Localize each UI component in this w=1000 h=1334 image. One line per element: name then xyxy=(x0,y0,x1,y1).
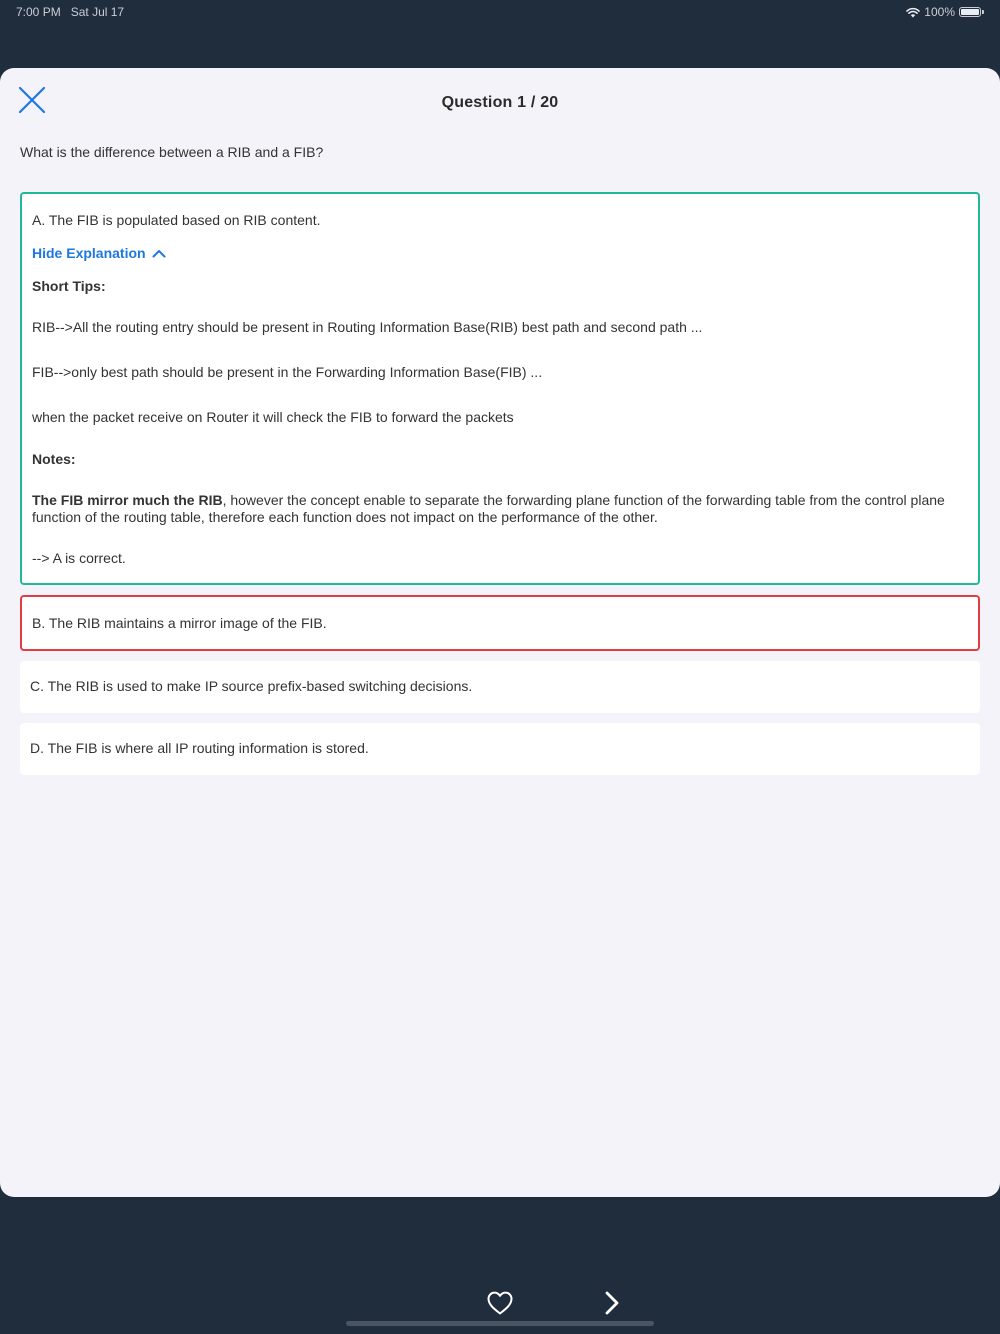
tip-router: when the packet receive on Router it will check the FIB to forward the packets xyxy=(32,409,514,425)
option-b-label: B. The RIB maintains a mirror image of the FIB. xyxy=(32,615,327,631)
question-sheet xyxy=(0,68,1000,1197)
status-bar xyxy=(0,0,1000,24)
option-a[interactable] xyxy=(20,192,980,585)
option-c[interactable] xyxy=(20,661,980,713)
status-date: Sat Jul 17 xyxy=(70,5,125,19)
battery-fill xyxy=(961,9,979,15)
bottom-toolbar xyxy=(0,1197,1000,1334)
hide-explanation-label: Hide Explanation xyxy=(32,245,146,261)
short-tips-heading: Short Tips: xyxy=(32,278,106,294)
conclusion-text: --> A is correct. xyxy=(32,550,126,566)
hide-explanation-button[interactable] xyxy=(32,245,166,261)
status-clock: 7:00 PM xyxy=(16,5,61,19)
notes-heading: Notes: xyxy=(32,451,76,467)
battery-percent: 100% xyxy=(924,5,955,19)
battery-icon xyxy=(959,7,981,17)
home-indicator xyxy=(346,1321,654,1326)
page-title: Question 1 / 20 xyxy=(441,94,559,111)
notes-text xyxy=(32,492,968,526)
tip-fib: FIB-->only best path should be present in the Forwarding Information Base(FIB) ... xyxy=(32,364,543,380)
option-d[interactable] xyxy=(20,723,980,775)
chevron-right-icon[interactable] xyxy=(600,1290,624,1316)
option-d-label: D. The FIB is where all IP routing information is stored. xyxy=(30,740,369,756)
heart-icon[interactable] xyxy=(486,1290,514,1316)
question-text: What is the difference between a RIB and a FIB? xyxy=(20,144,324,160)
tip-rib: RIB-->All the routing entry should be present in Routing Information Base(RIB) best path and second path ... xyxy=(32,319,703,335)
status-time xyxy=(16,5,124,19)
status-indicators xyxy=(906,5,984,19)
answer-options xyxy=(20,192,980,785)
battery-tip xyxy=(982,10,984,14)
chevron-up-icon xyxy=(152,249,166,258)
option-c-label: C. The RIB is used to make IP source prefix-based switching decisions. xyxy=(30,678,473,694)
option-a-label: A. The FIB is populated based on RIB content. xyxy=(32,212,321,228)
wifi-icon xyxy=(906,7,920,18)
option-b[interactable] xyxy=(20,595,980,651)
notes-bold: The FIB mirror much the RIB xyxy=(32,492,223,508)
notes-rest: , however the concept enable to separate the forwarding plane function of the forwarding table from the control plane function of the routing table, therefore each function does not impact on the performance of the other. xyxy=(32,492,945,525)
